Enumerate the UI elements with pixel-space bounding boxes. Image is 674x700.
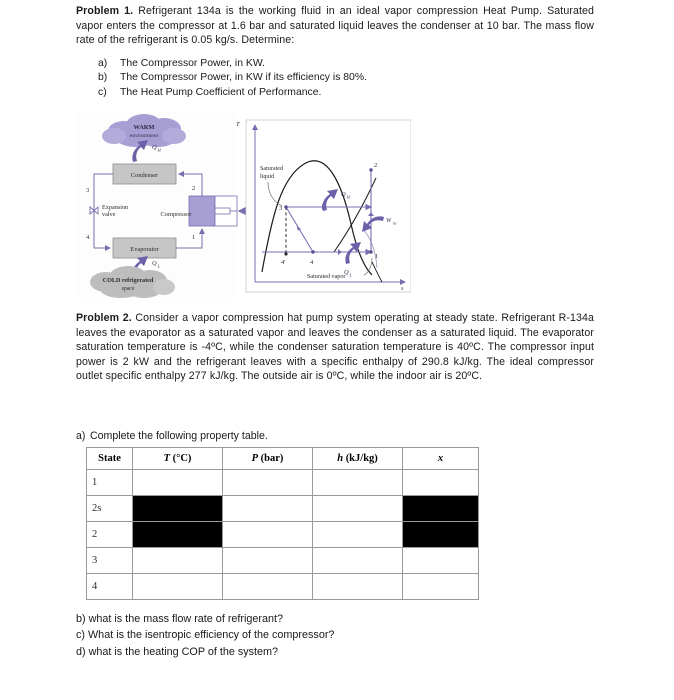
header-symbol: h [337,453,344,464]
header-unit: (°C) [170,453,192,464]
cell-quality[interactable] [403,574,479,600]
svg-text:L: L [349,272,353,278]
cell-enthalpy[interactable] [313,574,403,600]
table-row [87,522,479,548]
svg-text:H: H [157,147,161,153]
svg-text:WARM: WARM [133,124,155,131]
ts-diagram [236,120,411,292]
column-header-state [87,448,133,470]
cell-state: 2 [87,522,133,548]
cell-enthalpy[interactable] [313,548,403,574]
list-marker: a) [98,58,108,69]
svg-text:Expansion: Expansion [102,204,129,211]
cell-enthalpy[interactable] [313,496,403,522]
svg-text:Condenser: Condenser [130,172,159,179]
header-text: State [98,453,121,464]
cell-state: 4 [87,574,133,600]
table-row [87,470,479,496]
cell-state: 3 [87,548,133,574]
svg-text:Evaporator: Evaporator [130,246,159,253]
table-row [87,574,479,600]
figure-svg [76,112,411,298]
cell-temperature[interactable] [133,574,223,600]
table-row [87,548,479,574]
cell-pressure[interactable] [223,496,313,522]
ts-axis-x-label: s [401,286,404,292]
problem-1-paragraph [76,4,594,48]
header-symbol: x [437,453,444,464]
cell-enthalpy[interactable] [313,522,403,548]
question-a-text: Complete the following property table. [90,430,268,442]
list-text: The Heat Pump Coefficient of Performance. [120,86,322,98]
column-header-quality [403,448,479,470]
cell-quality[interactable] [403,470,479,496]
problem-1-sublist [98,57,518,100]
schematic-state-1: 1 [192,234,196,241]
svg-text:space: space [121,286,135,292]
question-b: b) what is the mass flow rate of refrigerant? [76,613,284,625]
cell-state: 1 [87,470,133,496]
ts-point-4-prime: 4' [281,259,286,266]
problem-2-paragraph [76,311,594,384]
ts-point-3: 3 [279,205,283,212]
svg-text:in: in [393,220,397,226]
svg-text:environment: environment [129,133,159,139]
condenser-block [113,164,176,184]
schematic-state-2: 2 [192,185,196,192]
cell-temperature-blacked [133,522,223,548]
problem-1-body: Refrigerant 134a is the working fluid in an ideal vapor compression Heat Pump. Saturated vapor enters the compressor at 1.6 bar and saturated liquid leaves the condenser at 10 bar. The mass flow rate of the refrigerant is 0.05 kg/s. Determine: [76,5,595,47]
problem-2-body: Consider a vapor compression hat pump system operating at steady state. Refrigerant R-134a leaves the evaporator as a saturated vapor and leaves the condenser as a saturated liquid. The evaporator saturation temperature is -4ºC, while the condenser saturation temperature is 40ºC. The compressor input power is 2 kW and the refrigerant leaves with a specific enthalpy of 290.8 kJ/kg. The ideal compressor outlet specific enthalpy 277 kJ/kg. The outside air is 0ºC, while the indoor air is 20ºC. [76,312,594,383]
ts-sat-liquid-label-1: Saturated [260,166,284,172]
property-table [86,447,479,600]
question-d: d) what is the heating COP of the system? [76,645,279,658]
svg-text:Q: Q [344,269,349,276]
table-row [87,496,479,522]
tail-questions [76,611,536,660]
svg-text:Q: Q [152,260,157,267]
cell-quality-blacked [403,522,479,548]
list-item [98,86,518,100]
svg-text:H: H [346,194,350,200]
column-header-enthalpy [313,448,403,470]
ts-point-2: 2 [374,162,378,169]
header-unit: (kJ/kg) [343,453,378,464]
cell-pressure[interactable] [223,548,313,574]
svg-text:valve: valve [102,211,116,218]
cell-pressure[interactable] [223,470,313,496]
cell-temperature[interactable] [133,548,223,574]
svg-text:Q: Q [341,191,346,198]
list-text: The Compressor Power, in KW if its efficiency is 80%. [120,72,367,84]
list-item [98,57,518,71]
column-header-pressure [223,448,313,470]
problem-1-label: Problem 1. [76,5,134,17]
schematic-state-3: 3 [86,187,90,194]
heat-pump-figure [76,112,411,298]
ts-point-4: 4 [310,259,314,266]
svg-text:W: W [386,217,392,224]
list-text: The Compressor Power, in KW. [120,58,265,69]
list-marker: c) [98,86,107,98]
svg-text:Q: Q [152,144,157,151]
list-marker: b) [98,72,108,84]
problem-2-label: Problem 2. [76,312,132,324]
table-body [87,470,479,600]
cell-quality-blacked [403,496,479,522]
cell-state: 2s [87,496,133,522]
svg-text:COLD refrigerated: COLD refrigerated [102,278,154,284]
question-a-marker: a) [76,430,86,442]
svg-text:Compressor: Compressor [160,211,192,218]
cell-temperature-blacked [133,496,223,522]
column-header-temperature [133,448,223,470]
schematic-state-4: 4 [86,234,90,241]
ts-sat-vapor-label: Saturated vapor [307,274,346,280]
header-symbol: T [163,453,170,464]
question-c: c) What is the isentropic efficiency of the compressor? [76,629,335,642]
svg-text:L: L [157,263,161,269]
question-a [76,430,268,442]
ts-point-1: 1 [375,253,379,260]
cell-quality[interactable] [403,548,479,574]
ts-axis-y-label: T [236,121,240,128]
ts-sat-liquid-label-2: liquid [260,174,275,180]
list-item [98,71,518,85]
header-unit: (bar) [258,453,284,464]
cell-pressure[interactable] [223,574,313,600]
cell-temperature[interactable] [133,470,223,496]
table-header-row [87,448,479,470]
evaporator-block [113,238,176,258]
header-symbol: P [251,453,259,464]
cell-pressure[interactable] [223,522,313,548]
cell-enthalpy[interactable] [313,470,403,496]
